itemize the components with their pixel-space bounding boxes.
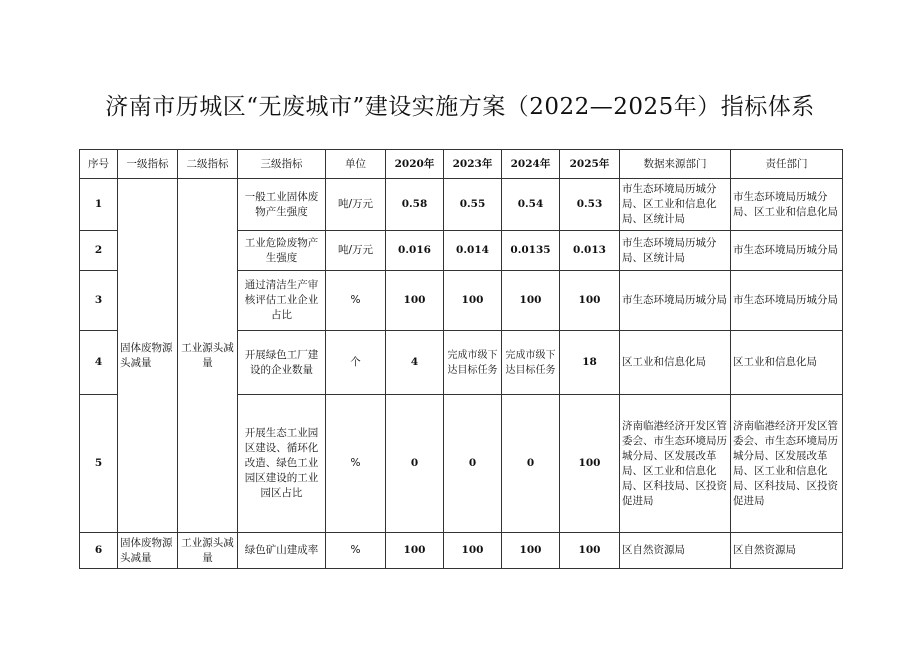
row-source: 市生态环境局历城分局: [620, 271, 731, 331]
row-2020: 100: [386, 533, 444, 569]
row-no: 3: [80, 271, 118, 331]
row-2020: 0: [386, 395, 444, 533]
row-responsible: 区自然资源局: [731, 533, 843, 569]
row-level3: 通过清洁生产审核评估工业企业占比: [238, 271, 326, 331]
row-2024: 0.0135: [502, 231, 560, 271]
row-responsible: 区工业和信息化局: [731, 331, 843, 395]
row-unit: %: [326, 533, 386, 569]
row-2025: 18: [560, 331, 620, 395]
row-2023: 完成市级下达目标任务: [444, 331, 502, 395]
header-2024: 2024年: [502, 150, 560, 179]
row-unit: 吨/万元: [326, 179, 386, 231]
row-source: 市生态环境局历城分局、区工业和信息化局、区统计局: [620, 179, 731, 231]
row-source: 区自然资源局: [620, 533, 731, 569]
row-2025: 100: [560, 533, 620, 569]
row-level3: 工业危险废物产生强度: [238, 231, 326, 271]
row-level2: 工业源头减量: [178, 533, 238, 569]
row-2025: 0.013: [560, 231, 620, 271]
row-unit: 个: [326, 331, 386, 395]
header-level3: 三级指标: [238, 150, 326, 179]
row-2025: 0.53: [560, 179, 620, 231]
row-2025: 100: [560, 271, 620, 331]
merged-level1: 固体废物源头减量: [118, 179, 178, 533]
row-source: 市生态环境局历城分局、区统计局: [620, 231, 731, 271]
row-2020: 0.016: [386, 231, 444, 271]
header-responsible: 责任部门: [731, 150, 843, 179]
table-row: [80, 179, 843, 231]
row-2023: 100: [444, 271, 502, 331]
row-responsible: 市生态环境局历城分局、区工业和信息化局: [731, 179, 843, 231]
row-2020: 4: [386, 331, 444, 395]
row-level3: 一般工业固体废物产生强度: [238, 179, 326, 231]
header-source: 数据来源部门: [620, 150, 731, 179]
header-2025: 2025年: [560, 150, 620, 179]
header-2020: 2020年: [386, 150, 444, 179]
row-source: 济南临港经济开发区管委会、市生态环境局历城分局、区发展改革局、区工业和信息化局、区科技局、区投资促进局: [620, 395, 731, 533]
merged-level2: 工业源头减量: [178, 179, 238, 533]
row-unit: 吨/万元: [326, 231, 386, 271]
row-responsible: 济南临港经济开发区管委会、市生态环境局历城分局、区发展改革局、区工业和信息化局、区科技局、区投资促进局: [731, 395, 843, 533]
row-2023: 100: [444, 533, 502, 569]
row-no: 2: [80, 231, 118, 271]
row-level3: 开展绿色工厂建设的企业数量: [238, 331, 326, 395]
row-2023: 0: [444, 395, 502, 533]
row-level3: 开展生态工业园区建设、循环化改造、绿色工业园区建设的工业园区占比: [238, 395, 326, 533]
row-2023: 0.55: [444, 179, 502, 231]
row-no: 6: [80, 533, 118, 569]
header-unit: 单位: [326, 150, 386, 179]
indicator-table: [79, 149, 843, 569]
row-2024: 0: [502, 395, 560, 533]
row-source: 区工业和信息化局: [620, 331, 731, 395]
row-responsible: 市生态环境局历城分局: [731, 231, 843, 271]
row-2024: 完成市级下达目标任务: [502, 331, 560, 395]
table-header-row: [80, 150, 843, 179]
row-level1: 固体废物源头减量: [118, 533, 178, 569]
page-title: 济南市历城区“无废城市”建设实施方案（2022—2025年）指标体系: [105, 94, 815, 120]
row-unit: %: [326, 395, 386, 533]
header-level1: 一级指标: [118, 150, 178, 179]
row-2024: 0.54: [502, 179, 560, 231]
row-level3: 绿色矿山建成率: [238, 533, 326, 569]
row-2024: 100: [502, 533, 560, 569]
row-unit: %: [326, 271, 386, 331]
header-2023: 2023年: [444, 150, 502, 179]
table-row: [80, 533, 843, 569]
row-no: 5: [80, 395, 118, 533]
header-no: 序号: [80, 150, 118, 179]
row-2025: 100: [560, 395, 620, 533]
row-2023: 0.014: [444, 231, 502, 271]
row-responsible: 市生态环境局历城分局: [731, 271, 843, 331]
row-2020: 0.58: [386, 179, 444, 231]
row-no: 1: [80, 179, 118, 231]
header-level2: 二级指标: [178, 150, 238, 179]
row-2020: 100: [386, 271, 444, 331]
row-2024: 100: [502, 271, 560, 331]
row-no: 4: [80, 331, 118, 395]
